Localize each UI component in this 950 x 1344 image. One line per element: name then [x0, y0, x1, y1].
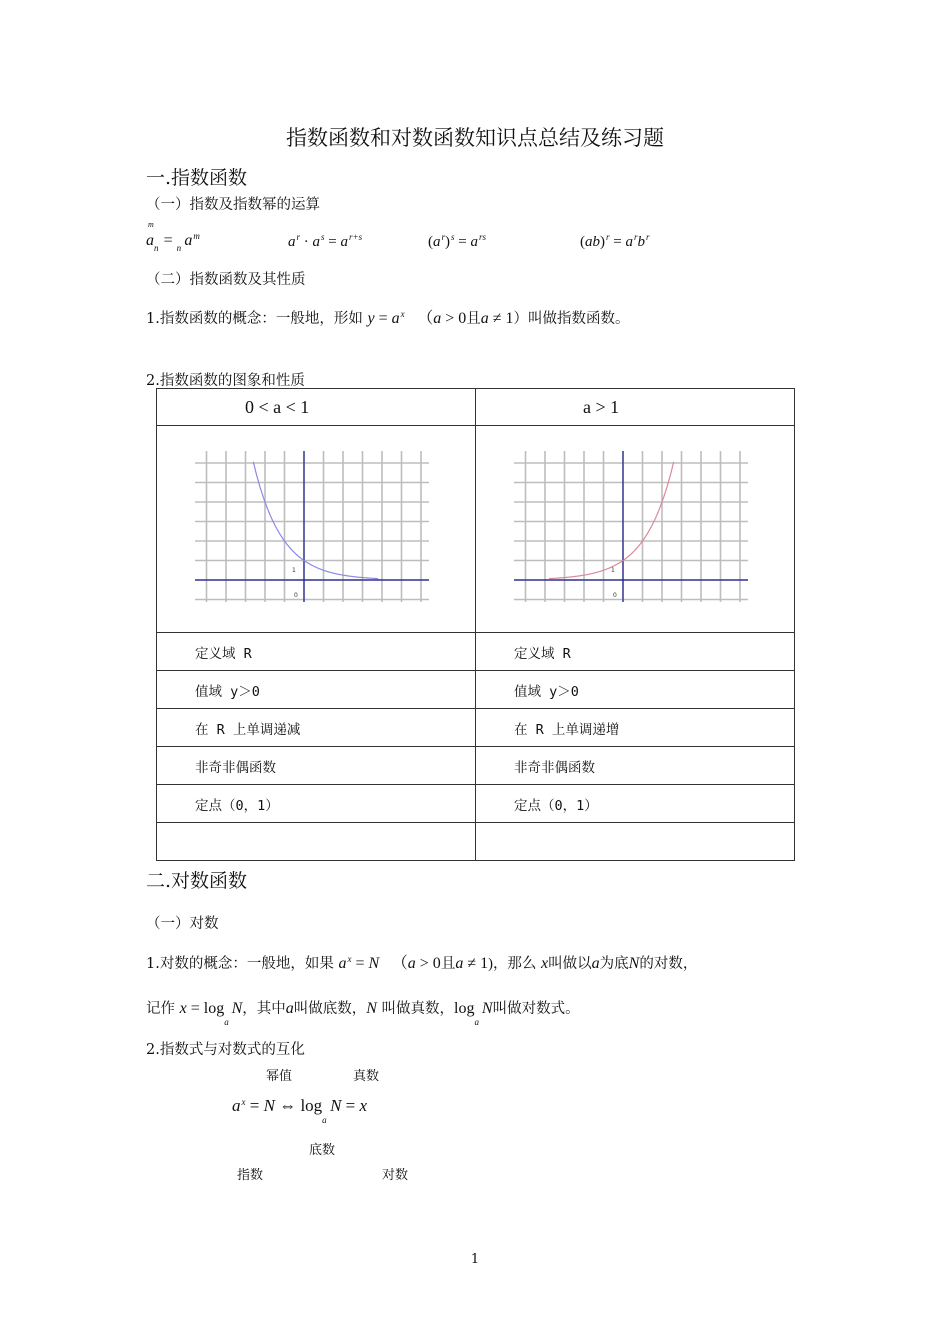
col1-header: 0 < a < 1 — [157, 389, 476, 426]
increasing-exp-graph — [476, 426, 794, 628]
graph-label-origin: 0 — [294, 592, 298, 599]
formula-rational-exponent: a m $_n$ = $_n$ $a^m$ — [146, 220, 200, 253]
right-row-empty — [476, 823, 795, 861]
page-number: 1 — [470, 1252, 480, 1267]
right-row-domain: 定义域 R — [476, 633, 795, 671]
graph-label-one: 1 — [292, 567, 296, 574]
graph-cell-decreasing — [157, 426, 476, 633]
label-logarithm: 对数 — [382, 1168, 409, 1183]
right-row-parity: 非奇非偶函数 — [476, 747, 795, 785]
left-row-domain: 定义域 R — [157, 633, 476, 671]
right-row-fixed-point: 定点（0，1） — [476, 785, 795, 823]
exp-properties-table — [156, 388, 795, 861]
formula-product-rule: $a^r \cdot a^s = a^{r+s}$ — [288, 232, 363, 250]
document-title: 指数函数和对数函数知识点总结及练习题 — [286, 126, 664, 150]
log-notation-mid3: 叫做真数， — [381, 1001, 455, 1017]
label-true-number: 真数 — [353, 1069, 380, 1084]
decreasing-exp-graph — [157, 426, 475, 628]
section1-sub1: （一）指数及指数幂的运算 — [146, 197, 320, 213]
log-notation-mid2: 叫做底数， — [293, 1001, 367, 1017]
graph-label-one: 1 — [611, 567, 615, 574]
exp-concept-suffix: ）叫做指数函数。 — [513, 311, 630, 327]
log-concept-prefix: 1.对数的概念：一般地，如果 — [146, 956, 334, 972]
log-notation-prefix: 记作 — [146, 1001, 175, 1017]
right-row-range: 值域 y＞0 — [476, 671, 795, 709]
left-row-fixed-point: 定点（0，1） — [157, 785, 476, 823]
col2-header: a > 1 — [476, 389, 795, 426]
log-notation-end: 叫做对数式。 — [492, 1001, 580, 1017]
log-concept-end: 的对数， — [639, 956, 698, 972]
conversion-formula: $a^x = N$ ⇔ $\log_a N = x$ — [232, 1096, 368, 1125]
right-row-monotonic: 在 R 上单调递增 — [476, 709, 795, 747]
label-power-value: 幂值 — [266, 1069, 293, 1084]
grid-lines — [195, 451, 429, 602]
section1-sub2: （二）指数函数及其性质 — [146, 272, 306, 288]
grid-lines — [514, 451, 748, 602]
left-row-empty — [157, 823, 476, 861]
log-concept-mid3: 为底 — [599, 956, 629, 972]
log-concept-mid: ，那么 — [492, 956, 537, 972]
label-base: 底数 — [309, 1143, 336, 1158]
log-concept-mid2: 叫做以 — [548, 956, 592, 972]
section1-heading: 一.指数函数 — [146, 167, 248, 189]
graph-label-origin: 0 — [613, 592, 617, 599]
log-concept-line: 1.对数的概念：一般地，如果 $a^x = N$ （a > 0且a ≠ 1)，那么 x叫做以a为底N的对数， — [146, 954, 698, 972]
formula-product-power-rule: $(ab)^r = a^rb^r$ — [580, 232, 650, 250]
exp-concept-line: 1.指数函数的概念：一般地，形如 $y = a^x$ （a > 0且a ≠ 1）叫做指数函数。 — [146, 309, 630, 327]
label-exponent: 指数 — [237, 1168, 264, 1183]
log-notation-line: 记作 $x = \log_a N$，其中a叫做底数，N 叫做真数，$\log_a N$叫做对数式。 — [146, 1000, 580, 1027]
section2-sub1: （一）对数 — [146, 916, 219, 932]
conversion-heading: 2.指数式与对数式的互化 — [146, 1042, 305, 1058]
graph-heading: 2.指数函数的图象和性质 — [146, 373, 305, 389]
graph-cell-increasing — [476, 426, 795, 633]
log-notation-mid1: ，其中 — [242, 1001, 286, 1017]
left-row-parity: 非奇非偶函数 — [157, 747, 476, 785]
formula-power-rule: $(a^r)^s = a^{rs}$ — [428, 232, 487, 250]
left-row-range: 值域 y＞0 — [157, 671, 476, 709]
left-row-monotonic: 在 R 上单调递减 — [157, 709, 476, 747]
section2-heading: 二.对数函数 — [146, 870, 248, 892]
exp-concept-prefix: 1.指数函数的概念：一般地，形如 — [146, 311, 363, 327]
